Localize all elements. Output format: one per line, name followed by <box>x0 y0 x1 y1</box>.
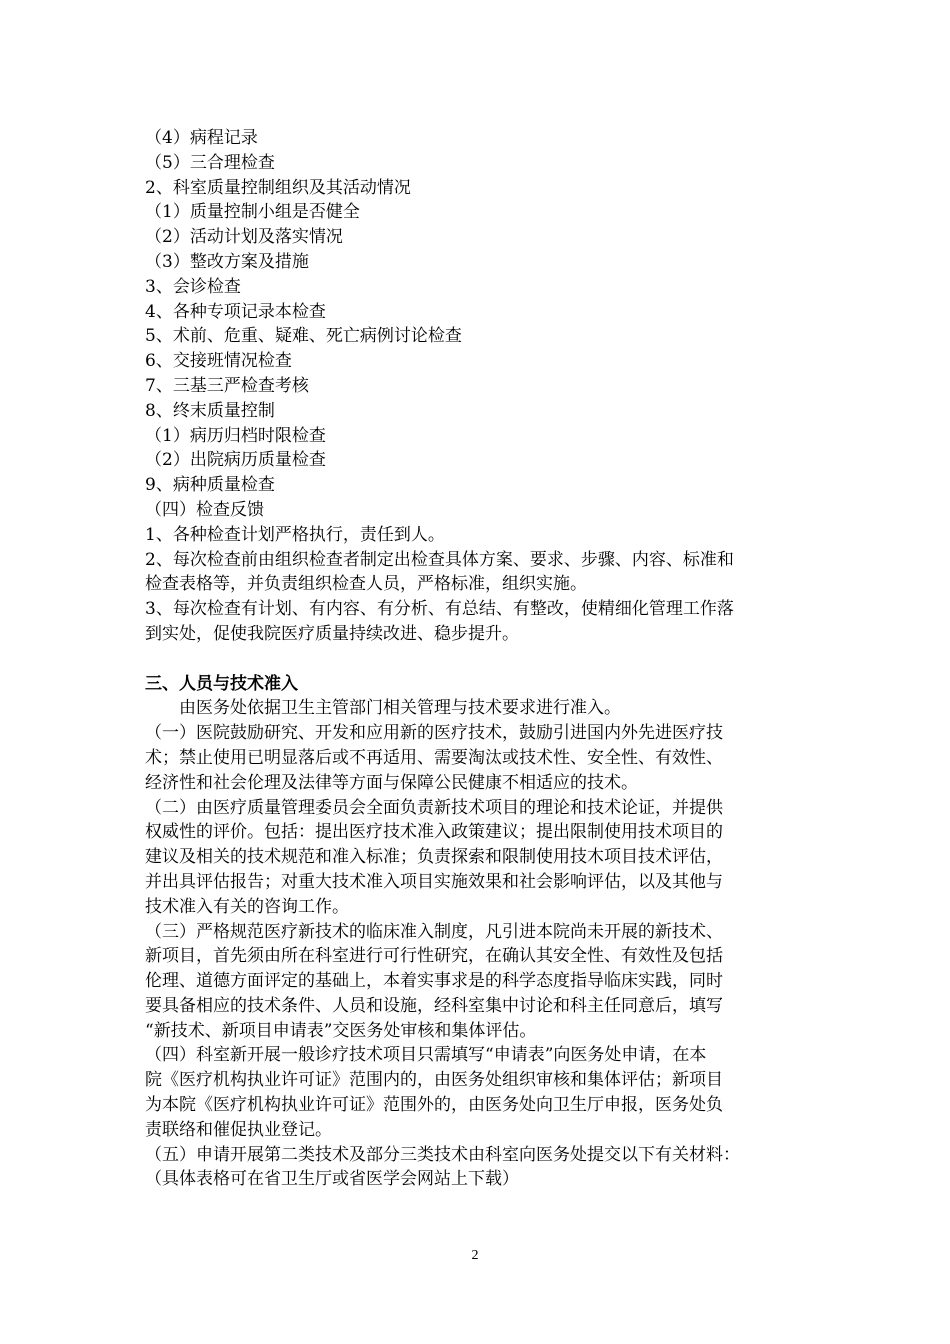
text-line: （四）科室新开展一般诊疗技术项目只需填写“申请表”向医务处申请，在本 <box>145 1045 707 1066</box>
text-line: 技术准入有关的咨询工作。 <box>145 896 349 917</box>
text-line: （5）三合理检查 <box>145 152 275 173</box>
text-line: （一）医院鼓励研究、开发和应用新的医疗技术，鼓励引进国内外先进医疗技 <box>145 723 723 744</box>
text-line: 7、三基三严检查考核 <box>145 375 309 396</box>
text-line: 由医务处依据卫生主管部门相关管理与技术要求进行准入。 <box>179 698 621 719</box>
text-line: 4、各种专项记录本检查 <box>145 301 326 322</box>
text-line: 责联络和催促执业登记。 <box>145 1119 332 1140</box>
text-line: （1）质量控制小组是否健全 <box>145 202 360 223</box>
page-number: 2 <box>471 1248 479 1263</box>
text-line: 到实处，促使我院医疗质量持续改进、稳步提升。 <box>145 623 519 644</box>
text-line: （二）由医疗质量管理委员会全面负责新技术项目的理论和技术论证，并提供 <box>145 797 723 818</box>
text-line: （三）严格规范医疗新技术的临床准入制度，凡引进本院尚未开展的新技术、 <box>145 921 723 942</box>
text-line: 3、每次检查有计划、有内容、有分析、有总结、有整改，使精细化管理工作落 <box>145 599 734 620</box>
text-line: “新技术、新项目申请表”交医务处审核和集体评估。 <box>145 1020 537 1041</box>
text-line: 经济性和社会伦理及法律等方面与保障公民健康不相适应的技术。 <box>145 772 638 793</box>
text-line: （4）病程记录 <box>145 128 258 148</box>
text-line: 9、病种质量检查 <box>145 475 275 496</box>
text-line: （1）病历归档时限检查 <box>145 425 326 446</box>
text-line: 新项目，首先须由所在科室进行可行性研究，在确认其安全性、有效性及包括 <box>145 946 723 967</box>
text-line: （3）整改方案及措施 <box>145 251 309 272</box>
text-line: 权威性的评价。包括：提出医疗技术准入政策建议；提出限制使用技术项目的 <box>145 822 723 843</box>
text-line: 1、各种检查计划严格执行，责任到人。 <box>145 524 445 545</box>
text-line: 8、终末质量控制 <box>145 400 275 421</box>
text-line: 2、每次检查前由组织检查者制定出检查具体方案、要求、步骤、内容、标准和 <box>145 549 734 570</box>
text-line: 6、交接班情况检查 <box>145 351 292 372</box>
text-line: （具体表格可在省卫生厅或省医学会网站上下载） <box>145 1169 519 1190</box>
text-line: （2）活动计划及落实情况 <box>145 227 343 248</box>
text-line: 院《医疗机构执业许可证》范围内的，由医务处组织审核和集体评估；新项目 <box>145 1070 723 1091</box>
paragraph-gap <box>145 647 810 672</box>
text-line: （四）检查反馈 <box>145 499 264 520</box>
text-line: 2、科室质量控制组织及其活动情况 <box>145 177 411 198</box>
text-line: 建议及相关的技术规范和准入标准；负责探索和限制使用技木项目技术评估， <box>145 847 723 868</box>
section-heading: 三、人员与技术准入 <box>145 673 298 694</box>
text-line: （2）出院病历质量检查 <box>145 450 326 471</box>
text-line: 3、会诊检查 <box>145 276 241 297</box>
text-line: 并出具评估报告；对重大技术准入项目实施效果和社会影响评估，以及其他与 <box>145 871 723 892</box>
text-line: 5、术前、危重、疑难、死亡病例讨论检查 <box>145 326 462 347</box>
text-line: 术；禁止使用已明显落后或不再适用、需要淘汰或技术性、安全性、有效性、 <box>145 747 723 768</box>
document-body <box>145 126 810 1192</box>
text-line: 要具备相应的技术条件、人员和设施，经科室集中讨论和科主任同意后，填写 <box>145 995 723 1016</box>
text-line: 为本院《医疗机构执业许可证》范围外的，由医务处向卫生厅申报，医务处负 <box>145 1095 723 1116</box>
text-line: 检查表格等，并负责组织检查人员，严格标准，组织实施。 <box>145 574 587 595</box>
text-line: 伦理、道德方面评定的基础上，本着实事求是的科学态度指导临床实践，同时 <box>145 971 723 992</box>
text-line: （五）申请开展第二类技术及部分三类技术由科室向医务处提交以下有关材料： <box>145 1144 740 1165</box>
